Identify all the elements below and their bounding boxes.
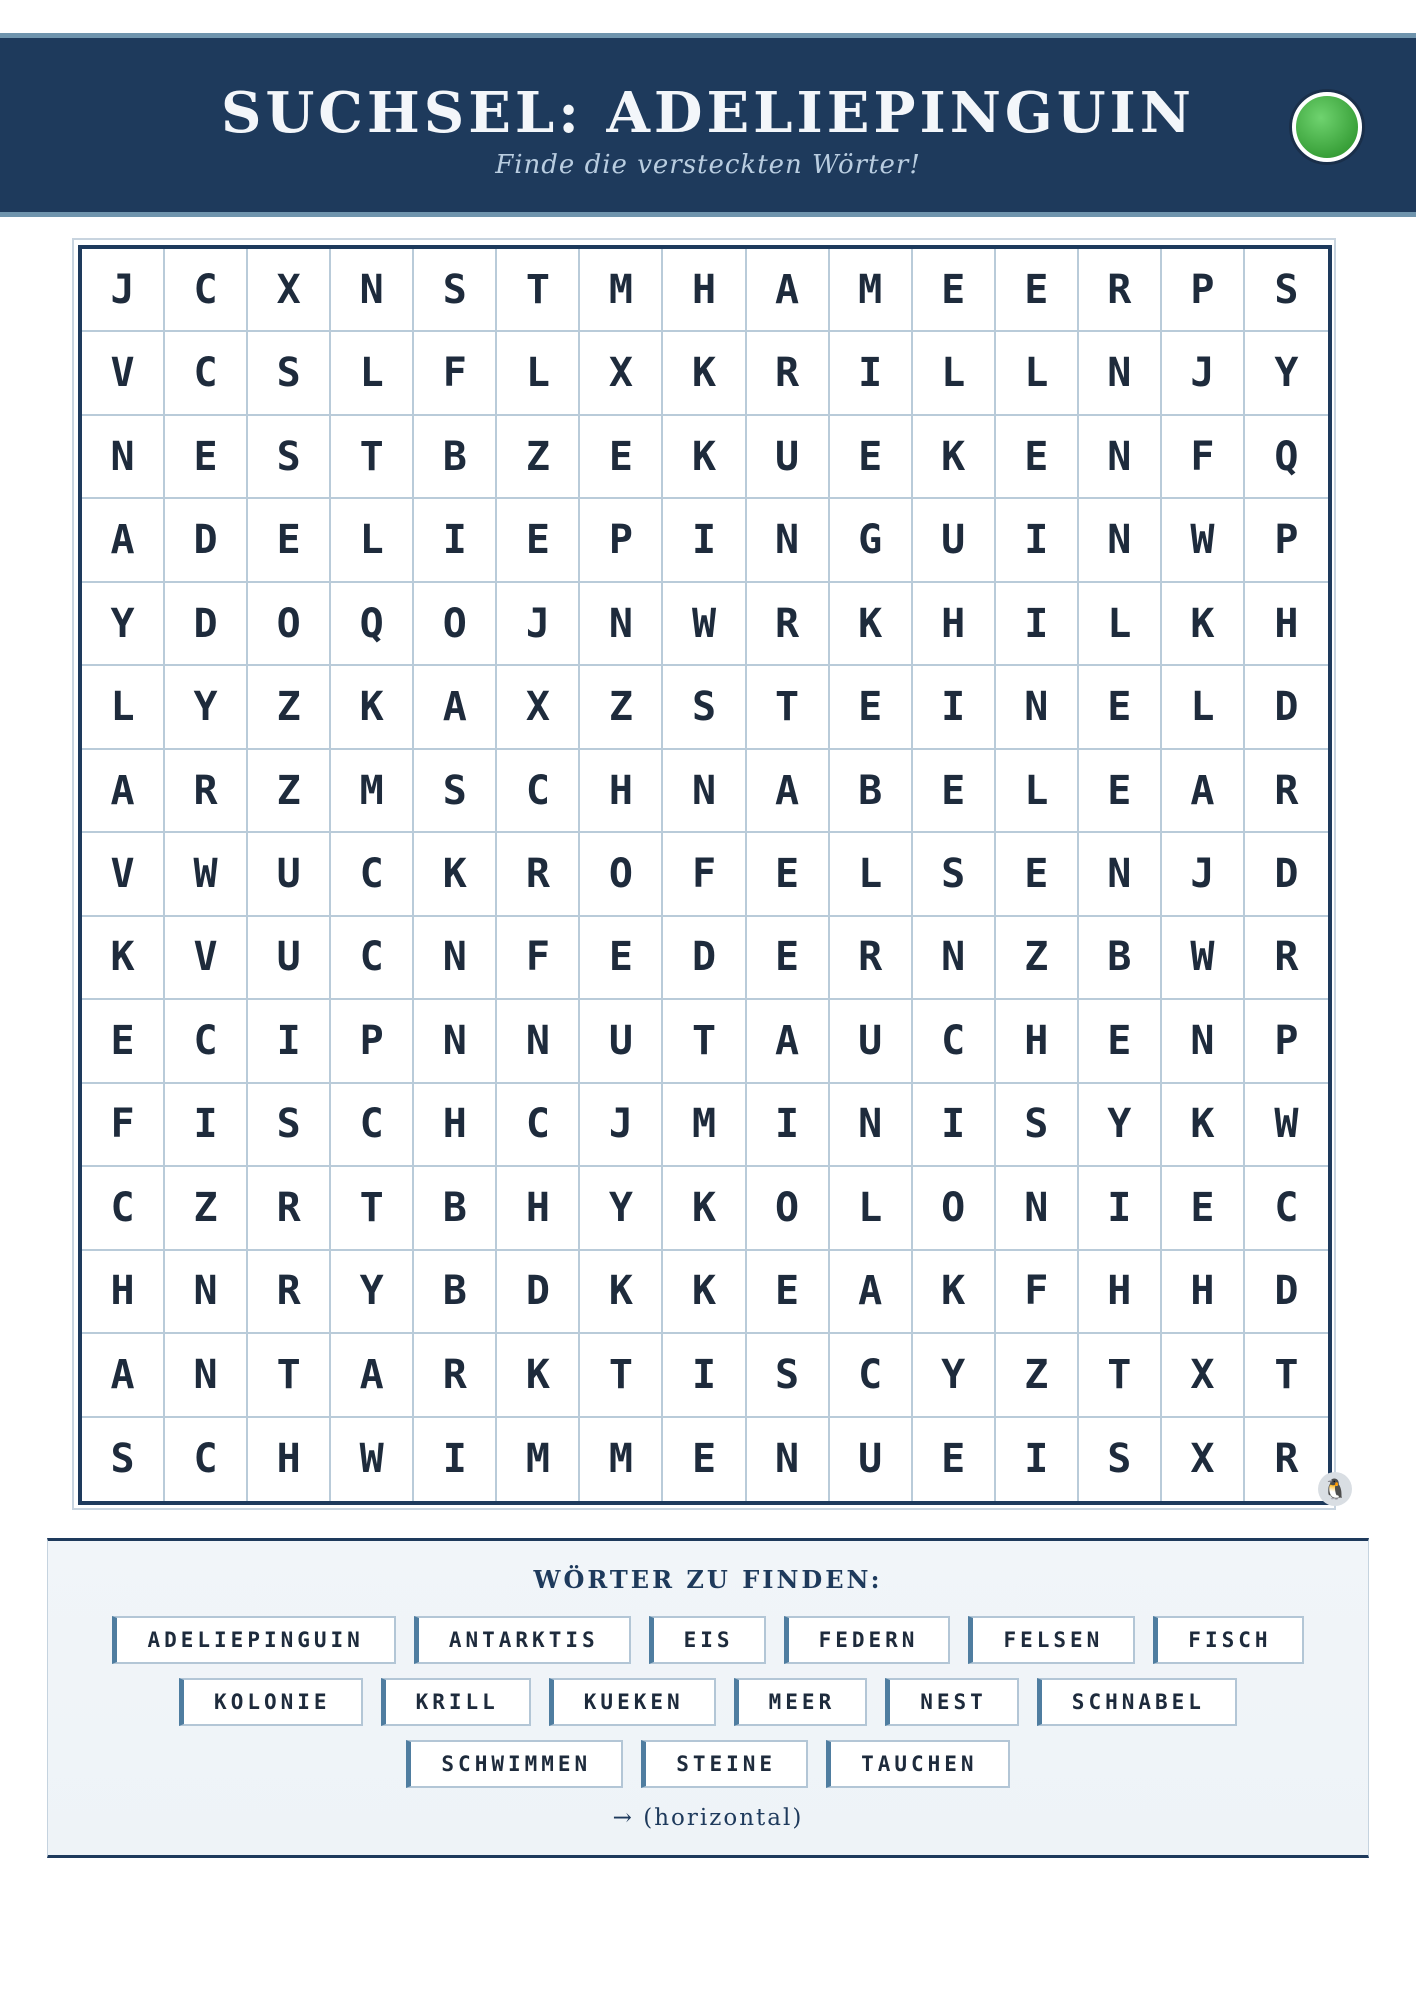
grid-cell[interactable]: W — [1162, 917, 1245, 1000]
grid-cell[interactable]: N — [830, 1084, 913, 1167]
word-chip: STEINE — [641, 1740, 808, 1788]
grid-cell[interactable]: G — [830, 499, 913, 582]
grid-cell[interactable]: M — [830, 249, 913, 332]
grid-cell[interactable]: Y — [580, 1167, 663, 1250]
grid-cell[interactable]: K — [913, 416, 996, 499]
grid-cell[interactable]: P — [580, 499, 663, 582]
grid-cell[interactable]: X — [497, 666, 580, 749]
word-list-panel — [47, 1538, 1369, 1858]
grid-cell[interactable]: W — [1162, 499, 1245, 582]
grid-cell[interactable]: P — [1162, 249, 1245, 332]
grid-cell[interactable]: N — [747, 1418, 830, 1501]
word-chip: FISCH — [1153, 1616, 1303, 1664]
grid-cell[interactable]: C — [331, 1084, 414, 1167]
grid-cell[interactable]: T — [248, 1334, 331, 1417]
grid-cell[interactable]: I — [414, 1418, 497, 1501]
grid-cell[interactable]: I — [663, 499, 746, 582]
grid-cell[interactable]: O — [414, 583, 497, 666]
grid-cell[interactable]: Z — [580, 666, 663, 749]
grid-cell[interactable]: Y — [331, 1251, 414, 1334]
grid-cell[interactable]: O — [580, 833, 663, 916]
grid-cell[interactable]: Z — [165, 1167, 248, 1250]
grid-cell[interactable]: M — [580, 249, 663, 332]
grid-cell[interactable]: X — [580, 332, 663, 415]
grid-cell[interactable]: U — [248, 917, 331, 1000]
grid-cell[interactable]: Z — [497, 416, 580, 499]
grid-cell[interactable]: Z — [996, 917, 1079, 1000]
grid-cell[interactable]: E — [580, 416, 663, 499]
grid-cell[interactable]: I — [996, 583, 1079, 666]
grid-cell[interactable]: T — [1245, 1334, 1328, 1417]
grid-cell[interactable]: C — [497, 1084, 580, 1167]
word-chip: ANTARKTIS — [414, 1616, 631, 1664]
grid-cell[interactable]: U — [248, 833, 331, 916]
grid-cell[interactable]: F — [82, 1084, 165, 1167]
grid-cell[interactable]: T — [747, 666, 830, 749]
grid-cell[interactable]: E — [82, 1000, 165, 1083]
grid-cell[interactable]: C — [165, 1000, 248, 1083]
grid-cell[interactable]: U — [913, 499, 996, 582]
grid-cell[interactable]: K — [1162, 583, 1245, 666]
grid-cell[interactable]: N — [1079, 332, 1162, 415]
grid-cell[interactable]: I — [414, 499, 497, 582]
grid-cell[interactable]: I — [248, 1000, 331, 1083]
grid-cell[interactable]: P — [1245, 1000, 1328, 1083]
grid-cell[interactable]: V — [82, 332, 165, 415]
grid-cell[interactable]: C — [1245, 1167, 1328, 1250]
word-chip: MEER — [734, 1678, 868, 1726]
grid-cell[interactable]: R — [497, 833, 580, 916]
word-chip: SCHWIMMEN — [406, 1740, 623, 1788]
grid-cell[interactable]: E — [830, 666, 913, 749]
grid-cell[interactable]: S — [248, 1084, 331, 1167]
grid-cell[interactable]: Y — [165, 666, 248, 749]
word-chip: ADELIEPINGUIN — [112, 1616, 395, 1664]
grid-cell[interactable]: N — [1079, 499, 1162, 582]
grid-cell[interactable]: C — [331, 833, 414, 916]
grid-cell[interactable]: M — [497, 1418, 580, 1501]
grid-cell[interactable]: S — [996, 1084, 1079, 1167]
grid-cell[interactable]: E — [1079, 666, 1162, 749]
grid-cell[interactable]: A — [747, 1000, 830, 1083]
word-chip: SCHNABEL — [1037, 1678, 1237, 1726]
grid-cell[interactable]: A — [331, 1334, 414, 1417]
grid-cell[interactable]: H — [82, 1251, 165, 1334]
direction-note: → (horizontal) — [612, 1805, 804, 1831]
grid-cell[interactable]: K — [1162, 1084, 1245, 1167]
grid-cell[interactable]: N — [747, 499, 830, 582]
grid-cell[interactable]: K — [830, 583, 913, 666]
grid-cell[interactable]: K — [82, 917, 165, 1000]
word-row — [48, 1740, 1368, 1788]
grid-cell[interactable]: F — [414, 332, 497, 415]
grid-cell[interactable]: F — [1162, 416, 1245, 499]
grid-cell[interactable]: Z — [248, 750, 331, 833]
grid-cell[interactable]: L — [331, 332, 414, 415]
grid-cell[interactable]: P — [331, 1000, 414, 1083]
word-chip: KRILL — [381, 1678, 531, 1726]
grid-cell[interactable]: C — [913, 1000, 996, 1083]
grid-cell[interactable]: A — [82, 750, 165, 833]
grid-cell[interactable]: C — [497, 750, 580, 833]
grid-cell[interactable]: A — [414, 666, 497, 749]
grid-cell[interactable]: B — [414, 1167, 497, 1250]
grid-cell[interactable]: A — [747, 249, 830, 332]
grid-cell[interactable]: L — [830, 1167, 913, 1250]
grid-cell[interactable]: S — [747, 1334, 830, 1417]
grid-cell[interactable]: E — [165, 416, 248, 499]
grid-cell[interactable]: C — [165, 1418, 248, 1501]
grid-cell[interactable]: H — [580, 750, 663, 833]
grid-cell[interactable]: E — [996, 833, 1079, 916]
grid-cell[interactable]: E — [580, 917, 663, 1000]
grid-cell[interactable]: S — [248, 416, 331, 499]
grid-cell[interactable]: T — [663, 1000, 746, 1083]
grid-cell[interactable]: N — [580, 583, 663, 666]
grid-cell[interactable]: N — [165, 1251, 248, 1334]
grid-cell[interactable]: N — [996, 666, 1079, 749]
grid-cell[interactable]: L — [497, 332, 580, 415]
grid-cell[interactable]: F — [996, 1251, 1079, 1334]
grid-cell[interactable]: R — [830, 917, 913, 1000]
grid-cell[interactable]: M — [331, 750, 414, 833]
grid-cell[interactable]: E — [996, 249, 1079, 332]
grid-cell[interactable]: L — [830, 833, 913, 916]
grid-cell[interactable]: S — [1245, 249, 1328, 332]
grid-cell[interactable]: Y — [913, 1334, 996, 1417]
grid-cell[interactable]: R — [248, 1251, 331, 1334]
grid-cell[interactable]: W — [331, 1418, 414, 1501]
grid-cell[interactable]: O — [747, 1167, 830, 1250]
grid-cell[interactable]: S — [414, 750, 497, 833]
grid-cell[interactable]: K — [331, 666, 414, 749]
grid-cell[interactable]: V — [165, 917, 248, 1000]
grid-cell[interactable]: B — [414, 416, 497, 499]
page-title: SUCHSEL: ADELIEPINGUIN — [221, 80, 1195, 146]
grid-cell[interactable]: K — [663, 1251, 746, 1334]
grid-cell[interactable]: F — [663, 833, 746, 916]
grid-cell[interactable]: N — [331, 249, 414, 332]
grid-cell[interactable]: C — [830, 1334, 913, 1417]
grid-cell[interactable]: H — [497, 1167, 580, 1250]
grid-cell[interactable]: S — [248, 332, 331, 415]
word-list-heading: WÖRTER ZU FINDEN: — [533, 1565, 883, 1594]
grid-cell[interactable]: Z — [248, 666, 331, 749]
grid-cell[interactable]: L — [331, 499, 414, 582]
word-chip: KUEKEN — [549, 1678, 716, 1726]
grid-cell[interactable]: X — [1162, 1418, 1245, 1501]
grid-cell[interactable]: I — [165, 1084, 248, 1167]
grid-cell[interactable]: S — [82, 1418, 165, 1501]
grid-cell[interactable]: V — [82, 833, 165, 916]
word-chip: NEST — [885, 1678, 1019, 1726]
grid-cell[interactable]: H — [1162, 1251, 1245, 1334]
grid-cell[interactable]: R — [747, 332, 830, 415]
word-chip: KOLONIE — [179, 1678, 363, 1726]
grid-cell[interactable]: E — [497, 499, 580, 582]
grid-cell[interactable]: S — [913, 833, 996, 916]
grid-cell[interactable]: S — [663, 666, 746, 749]
grid-cell[interactable]: N — [165, 1334, 248, 1417]
grid-cell[interactable]: M — [663, 1084, 746, 1167]
grid-cell[interactable]: Y — [1245, 332, 1328, 415]
grid-cell[interactable]: I — [913, 1084, 996, 1167]
grid-cell[interactable]: Y — [1079, 1084, 1162, 1167]
word-row — [48, 1678, 1368, 1726]
grid-cell[interactable]: I — [996, 499, 1079, 582]
word-chip: FEDERN — [784, 1616, 951, 1664]
grid-cell[interactable]: H — [414, 1084, 497, 1167]
grid-cell[interactable]: Q — [1245, 416, 1328, 499]
grid-cell[interactable]: E — [747, 917, 830, 1000]
grid-cell[interactable]: L — [1162, 666, 1245, 749]
grid-cell[interactable]: T — [331, 1167, 414, 1250]
grid-cell[interactable]: I — [663, 1334, 746, 1417]
grid-cell[interactable]: N — [663, 750, 746, 833]
grid-cell[interactable]: C — [82, 1167, 165, 1250]
grid-cell[interactable]: E — [747, 833, 830, 916]
grid-cell[interactable]: E — [996, 416, 1079, 499]
grid-cell[interactable]: C — [331, 917, 414, 1000]
grid-cell[interactable]: T — [331, 416, 414, 499]
grid-cell[interactable]: B — [414, 1251, 497, 1334]
grid-cell[interactable]: T — [580, 1334, 663, 1417]
grid-cell[interactable]: T — [497, 249, 580, 332]
grid-cell[interactable]: O — [248, 583, 331, 666]
grid-cell[interactable]: H — [248, 1418, 331, 1501]
grid-cell[interactable]: R — [1245, 750, 1328, 833]
grid-cell[interactable]: B — [1079, 917, 1162, 1000]
grid-cell[interactable]: W — [1245, 1084, 1328, 1167]
grid-cell[interactable]: W — [663, 583, 746, 666]
grid-cell[interactable]: E — [663, 1418, 746, 1501]
grid-cell[interactable]: N — [1079, 833, 1162, 916]
grid-cell[interactable]: I — [830, 332, 913, 415]
grid-cell[interactable]: W — [165, 833, 248, 916]
grid-cell[interactable]: N — [1162, 1000, 1245, 1083]
grid-cell[interactable]: N — [414, 1000, 497, 1083]
grid-cell[interactable]: H — [996, 1000, 1079, 1083]
word-chip: EIS — [649, 1616, 766, 1664]
grid-cell[interactable]: J — [1162, 833, 1245, 916]
penguin-icon: 🐧 — [1318, 1472, 1352, 1506]
grid-cell[interactable]: H — [1245, 583, 1328, 666]
grid-cell[interactable]: H — [913, 583, 996, 666]
grid-cell[interactable]: I — [1079, 1167, 1162, 1250]
grid-cell[interactable]: K — [913, 1251, 996, 1334]
grid-cell[interactable]: X — [1162, 1334, 1245, 1417]
grid-cell[interactable]: A — [82, 1334, 165, 1417]
grid-cell[interactable]: J — [497, 583, 580, 666]
grid-cell[interactable]: U — [747, 416, 830, 499]
grid-cell[interactable]: F — [497, 917, 580, 1000]
grid-cell[interactable]: E — [747, 1251, 830, 1334]
grid-cell[interactable]: K — [580, 1251, 663, 1334]
grid-cell[interactable]: Q — [331, 583, 414, 666]
grid-cell[interactable]: U — [830, 1000, 913, 1083]
grid-cell[interactable]: Z — [996, 1334, 1079, 1417]
grid-cell[interactable]: L — [996, 750, 1079, 833]
grid-cell[interactable]: R — [1245, 917, 1328, 1000]
grid-cell[interactable]: P — [1245, 499, 1328, 582]
grid-cell[interactable]: C — [165, 332, 248, 415]
grid-cell[interactable]: R — [248, 1167, 331, 1250]
grid-cell[interactable]: A — [82, 499, 165, 582]
grid-cell[interactable]: I — [996, 1418, 1079, 1501]
grid-cell[interactable]: N — [82, 416, 165, 499]
grid-cell[interactable]: E — [1079, 1000, 1162, 1083]
grid-cell[interactable]: Y — [82, 583, 165, 666]
grid-cell[interactable]: M — [580, 1418, 663, 1501]
grid-cell[interactable]: E — [1162, 1167, 1245, 1250]
grid-cell[interactable]: H — [1079, 1251, 1162, 1334]
grid-cell[interactable]: I — [747, 1084, 830, 1167]
grid-cell[interactable]: K — [663, 332, 746, 415]
grid-cell[interactable]: S — [414, 249, 497, 332]
word-row — [48, 1616, 1368, 1664]
word-chip: FELSEN — [968, 1616, 1135, 1664]
grid-cell[interactable]: E — [830, 416, 913, 499]
grid-cell[interactable]: N — [414, 917, 497, 1000]
status-indicator-icon — [1292, 92, 1362, 162]
grid-cell[interactable]: A — [1162, 750, 1245, 833]
grid-cell[interactable]: D — [165, 499, 248, 582]
grid-cell[interactable]: U — [580, 1000, 663, 1083]
header-banner — [0, 38, 1416, 217]
grid-cell[interactable]: L — [1079, 583, 1162, 666]
grid-cell[interactable]: R — [1079, 249, 1162, 332]
grid-cell[interactable]: K — [414, 833, 497, 916]
grid-cell[interactable]: D — [497, 1251, 580, 1334]
grid-cell[interactable]: K — [663, 416, 746, 499]
grid-cell[interactable]: D — [1245, 666, 1328, 749]
grid-cell[interactable]: A — [830, 1251, 913, 1334]
grid-cell[interactable]: N — [497, 1000, 580, 1083]
grid-cell[interactable]: E — [913, 249, 996, 332]
grid-cell[interactable]: U — [830, 1418, 913, 1501]
grid-cell[interactable]: I — [913, 666, 996, 749]
grid-cell[interactable]: D — [165, 583, 248, 666]
grid-cell[interactable]: S — [1079, 1418, 1162, 1501]
grid-cell[interactable]: L — [996, 332, 1079, 415]
grid-cell[interactable]: O — [913, 1167, 996, 1250]
grid-cell[interactable]: E — [913, 1418, 996, 1501]
grid-cell[interactable]: R — [747, 583, 830, 666]
grid-cell[interactable]: L — [913, 332, 996, 415]
grid-cell[interactable]: J — [580, 1084, 663, 1167]
grid-cell[interactable]: L — [82, 666, 165, 749]
grid-cell[interactable]: N — [913, 917, 996, 1000]
grid-cell[interactable]: H — [663, 249, 746, 332]
grid-cell[interactable]: C — [165, 249, 248, 332]
grid-cell[interactable]: J — [1162, 332, 1245, 415]
grid-cell[interactable]: X — [248, 249, 331, 332]
word-chip: TAUCHEN — [826, 1740, 1010, 1788]
grid-cell[interactable]: J — [82, 249, 165, 332]
grid-cell[interactable]: E — [248, 499, 331, 582]
letter-grid — [78, 245, 1332, 1505]
grid-cell[interactable]: K — [497, 1334, 580, 1417]
grid-cell[interactable]: E — [913, 750, 996, 833]
grid-cell[interactable]: R — [1274, 1436, 1299, 1483]
grid-cell[interactable]: K — [663, 1167, 746, 1250]
grid-cell[interactable]: A — [747, 750, 830, 833]
grid-cell[interactable]: B — [830, 750, 913, 833]
grid-cell[interactable]: D — [663, 917, 746, 1000]
grid-cell[interactable]: N — [1079, 416, 1162, 499]
grid-cell[interactable]: N — [996, 1167, 1079, 1250]
grid-cell[interactable]: D — [1245, 833, 1328, 916]
page-subtitle: Finde die versteckten Wörter! — [495, 150, 921, 180]
grid-cell[interactable]: T — [1079, 1334, 1162, 1417]
grid-cell[interactable]: R — [165, 750, 248, 833]
grid-cell[interactable]: R — [414, 1334, 497, 1417]
grid-cell[interactable]: D — [1245, 1251, 1328, 1334]
grid-cell[interactable]: E — [1079, 750, 1162, 833]
